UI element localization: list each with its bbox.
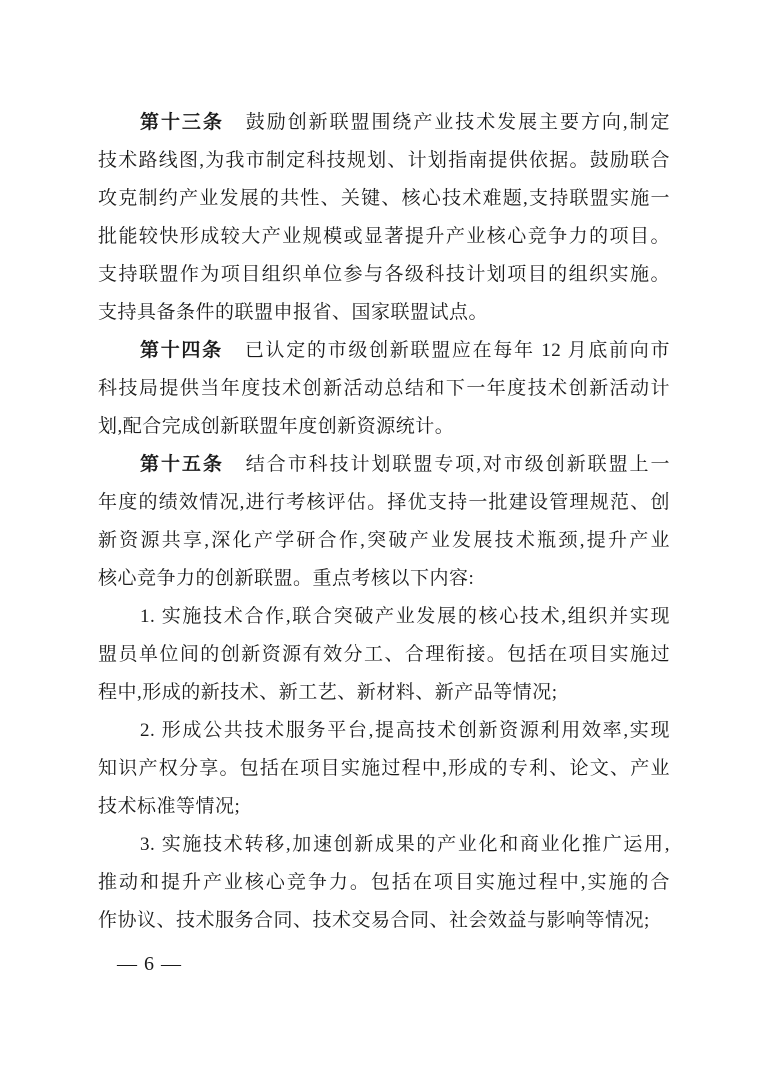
text-line: 支持具备条件的联盟申报省、国家联盟试点。 <box>98 302 489 323</box>
text-line: 批能较快形成较大产业规模或显著提升产业核心竞争力的项目。 <box>98 226 670 247</box>
text-line: 盟员单位间的创新资源有效分工、合理衔接。包括在项目实施过 <box>98 644 670 665</box>
article-15 <box>98 446 670 598</box>
text-line: 1. 实施技术合作,联合突破产业发展的核心技术,组织并实现 <box>140 606 670 627</box>
text-line: 知识产权分享。包括在项目实施过程中,形成的专利、论文、产业 <box>98 758 670 779</box>
line-text: 结合市科技计划联盟专项,对市级创新联盟上一 <box>245 454 670 475</box>
text-line: 核心竞争力的创新联盟。重点考核以下内容: <box>98 568 475 589</box>
text-line: 推动和提升产业核心竞争力。包括在项目实施过程中,实施的合 <box>98 872 670 893</box>
text-line: 攻克制约产业发展的共性、关键、核心技术难题,支持联盟实施一 <box>98 188 670 209</box>
page-number: — 6 — <box>117 953 182 975</box>
clause-1 <box>98 598 670 712</box>
text-line: 程中,形成的新技术、新工艺、新材料、新产品等情况; <box>98 682 558 703</box>
line-text: 鼓励创新联盟围绕产业技术发展主要方向,制定 <box>245 112 670 133</box>
text-line: 2. 形成公共技术服务平台,提高技术创新资源利用效率,实现 <box>140 720 670 741</box>
article-number: 第十五条 <box>140 454 224 475</box>
article-14 <box>98 332 670 446</box>
document-body <box>98 104 670 940</box>
text-line: 年度的绩效情况,进行考核评估。择优支持一批建设管理规范、创 <box>98 492 670 513</box>
article-number: 第十四条 <box>140 340 223 361</box>
text-line <box>98 446 670 484</box>
text-line: 技术标准等情况; <box>98 796 241 817</box>
text-line: 划,配合完成创新联盟年度创新资源统计。 <box>98 416 455 437</box>
clause-3 <box>98 826 670 940</box>
line-text: 已认定的市级创新联盟应在每年 12 月底前向市 <box>244 340 670 361</box>
article-13 <box>98 104 670 332</box>
text-line: 支持联盟作为项目组织单位参与各级科技计划项目的组织实施。 <box>98 264 670 285</box>
text-line: 科技局提供当年度技术创新活动总结和下一年度技术创新活动计 <box>98 378 670 399</box>
article-number: 第十三条 <box>140 112 224 133</box>
text-line <box>98 332 670 370</box>
text-line: 3. 实施技术转移,加速创新成果的产业化和商业化推广运用, <box>140 834 670 855</box>
text-line <box>98 104 670 142</box>
text-line: 技术路线图,为我市制定科技规划、计划指南提供依据。鼓励联合 <box>98 150 670 171</box>
text-line: 新资源共享,深化产学研合作,突破产业发展技术瓶颈,提升产业 <box>98 530 670 551</box>
clause-2 <box>98 712 670 826</box>
text-line: 作协议、技术服务合同、技术交易合同、社会效益与影响等情况; <box>98 910 650 931</box>
